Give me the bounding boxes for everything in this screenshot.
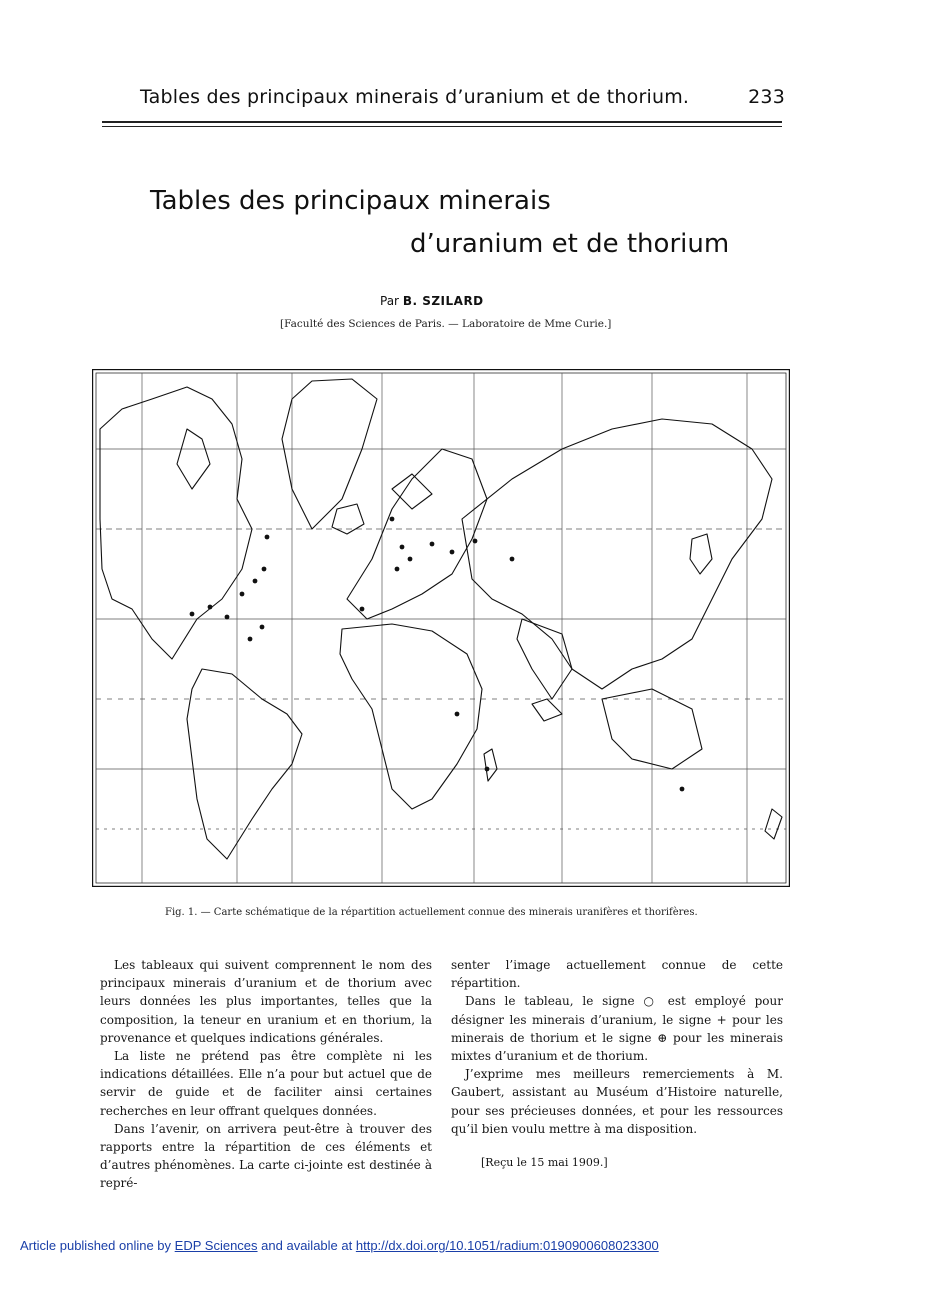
running-head: [140, 86, 785, 116]
publication-footer: [20, 1238, 659, 1253]
paragraph-continuation: senter l’image actuellement connue de cette répartition.: [451, 958, 783, 991]
byline: [380, 294, 484, 308]
world-map-figure: [92, 369, 790, 887]
footer-prefix: Article published online by: [20, 1238, 172, 1253]
header-rule-thin: [102, 126, 782, 127]
paragraph: J’exprime mes meilleurs remerciements à M. Gaubert, assistant au Muséum d’Histoire naturelle, pour ses précieuses données, et pour les ressources qu’il bien voulu mettre à ma disposition.: [451, 1067, 783, 1136]
paragraph: Dans l’avenir, on arrivera peut-être à trouver des rapports entre la répartition de ces éléments et d’autres phénomènes. La carte ci-jointe est destinée à repré-: [100, 1121, 432, 1191]
article-title-line-2: d’uranium et de thorium: [410, 229, 730, 259]
header-rule-thick: [102, 121, 782, 123]
publisher-link[interactable]: EDP Sciences: [174, 1238, 258, 1253]
footer-middle: and available at: [261, 1238, 353, 1253]
world-map-image: [92, 369, 790, 887]
paragraph: Dans le tableau, le signe ○ est employé pour désigner les minerais d’uranium, le signe + pour les minerais de thorium et le signe ⊕ pour les minerais mixtes d’uranium et de thorium.: [451, 994, 783, 1064]
author-name: B. SZILARD: [402, 294, 484, 308]
byline-prefix: Par: [380, 294, 399, 308]
page-number: 233: [748, 86, 785, 108]
received-date: [Reçu le 15 mai 1909.]: [481, 1156, 608, 1170]
body-column-right: [451, 956, 783, 1172]
doi-link[interactable]: http://dx.doi.org/10.1051/radium:0190900608023300: [355, 1238, 659, 1253]
paragraph: Les tableaux qui suivent comprennent le nom des principaux minerais d’uranium et de thorium avec leurs données les plus importantes, telles que la composition, la teneur en uranium et en thorium, la provenance et quelques indications générales.: [100, 958, 432, 1045]
paragraph: La liste ne prétend pas être complète ni les indications détaillées. Elle n’a pour but actuel que de servir de guide et de faciliter ainsi certaines recherches en leur offrant quelques données.: [100, 1049, 432, 1118]
figure-caption: Fig. 1. — Carte schématique de la répartition actuellement connue des minerais uranifères et thorifères.: [165, 907, 698, 918]
affiliation: [Faculté des Sciences de Paris. — Laboratoire de Mme Curie.]: [280, 318, 612, 330]
body-column-left: [100, 956, 432, 1193]
article-title-line-1: Tables des principaux minerais: [150, 186, 551, 216]
running-title: Tables des principaux minerais d’uranium et de thorium.: [140, 86, 690, 108]
